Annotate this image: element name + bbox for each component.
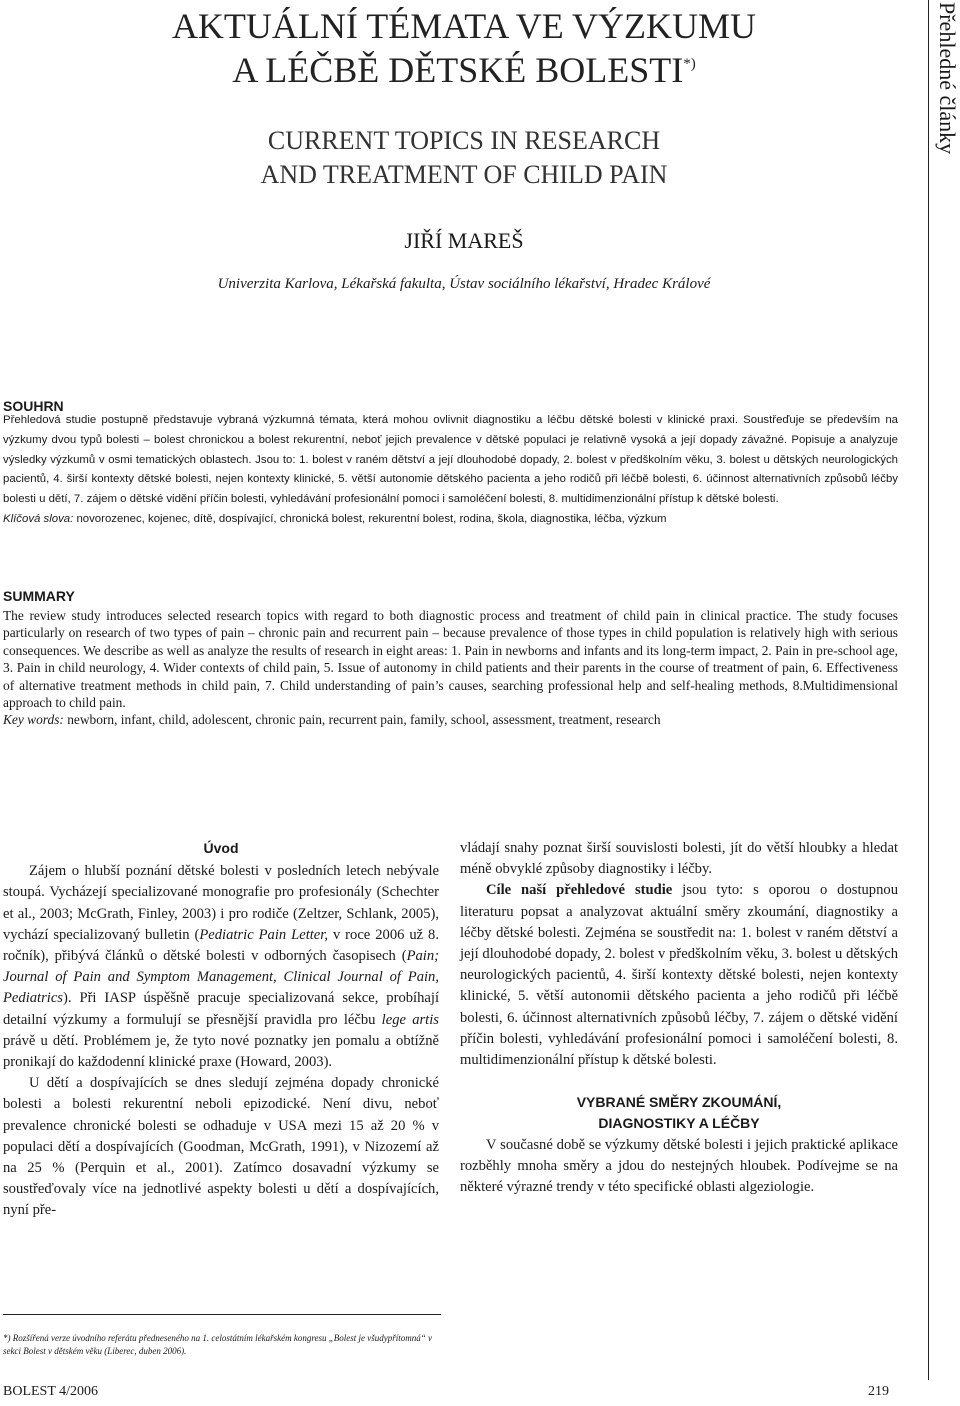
souhrn-text [3, 411, 898, 530]
right-paragraph-1: vládají snahy poznat širší souvislosti bolesti, jít do větší hloubky a hledat méně obvyklé způsoby diagnostiky i léčby. [460, 840, 898, 878]
summary-heading: SUMMARY [3, 588, 75, 604]
footnote: *) Rozšířená verze úvodního referátu předneseného na 1. celostátním lékařském kongresu „Bolest je všudypřítomná“ v sekci Bolest v dětském věku (Liberec, duben 2006). [3, 1333, 433, 1356]
footnote-rule [3, 1314, 441, 1315]
trends-paragraph: V současné době se výzkumy dětské bolesti i jejich praktické aplikace rozběhly mnoha směry a jdou do nestejných hloubek. Podívejme se na některé výrazné trendy v této specifické oblasti algeziologie. [460, 1136, 898, 1196]
summary-text [3, 607, 898, 729]
souhrn-body: Přehledová studie postupně představuje vybraná výzkumná témata, která mohou ovlivnit diagnostiku a léčbu dětské bolesti v klinické praxi. Soustřeďuje se především na výzkumy dvou typů bolesti – bolest chronickou a bolest rekurentní, neboť jejich prevalence v dětské populaci je relativně vysoká a její dopady závažné. Popisuje a analyzuje výsledky výzkumů v osmi tematických oblastech. Jsou to: 1. bolest v raném dětství a její dlouhodobé dopady, 2. bolest v předškolním věku, 3. bolest u dětských neurologických pacientů, 4. širší kontexty dětské bolesti, nejen kontexty klinické, 5. větší autonomie dětského pacienta a jeho rodičů při léčbě bolesti, 6. účinnost alternativních způsobů léčby bolesti u dětí, 7. zájem o dětské vidění příčin bolesti, vyhledávání profesionální pomoci i samoléčení bolesti, 8. multidimenzionální přístup k dětské bolesti. [3, 414, 898, 506]
author: JIŘÍ MAREŠ [404, 228, 524, 253]
intro-paragraph-1: Zájem o hlubší poznání dětské bolesti v posledních letech nebývale stoupá. Vycházejí specializované monografie pro profesionály (Schechter et al., 2003; McGrath, Finley, 2003) i pro rodiče (Zeltzer, Schlank, 2005), vychází specializovaný bulletin (Pediatric Pain Letter, v roce 2006 už 8. ročník), přibývá článků o dětské bolesti v odborných časopisech (Pain; Journal of Pain and Symptom Management, Clinical Journal of Pain, Pediatrics). Při IASP úspěšně pracuje specializovaná sekce, probíhají detailní výzkumy a formulují se přesnější pravidla pro léčbu lege artis právě u dětí. Problémem je, že tyto nové poznatky jen pomalu a obtížně pronikají do každodenní klinické praxe (Howard, 2003). [3, 863, 440, 1071]
intro-heading: Úvod [203, 840, 239, 856]
souhrn-heading: SOUHRN [3, 398, 64, 414]
souhrn-keywords: novorozenec, kojenec, dítě, dospívající, chronická bolest, rekurentní bolest, rodina, škola, diagnostika, léčba, výzkum [73, 512, 667, 525]
title-line-2: A LÉČBĚ DĚTSKÉ BOLESTI*) [232, 50, 696, 90]
side-rule [928, 0, 929, 1380]
aims-lead: Cíle naší přehledové studie [486, 882, 673, 899]
section-heading-line-2: DIAGNOSTIKY A LÉČBY [598, 1115, 760, 1132]
affiliation: Univerzita Karlova, Lékařská fakulta, Ústav sociálního lékařství, Hradec Králové [217, 276, 711, 292]
title-line-1: AKTUÁLNÍ TÉMATA VE VÝZKUMU [171, 6, 757, 46]
section-heading-line-1: VYBRANÉ SMĚRY ZKOUMÁNÍ, [576, 1094, 782, 1111]
section-label: Přehledné články [935, 2, 960, 155]
column-left [3, 838, 439, 1222]
souhrn-keywords-label: Klíčová slova: [3, 512, 74, 525]
summary-body: The review study introduces selected research topics with regard to both diagnostic process and treatment of child pain in clinical practice. The study focuses particularly on research of two types of pain – chronic pain and recurrent pain – because prevalence of those types in child population is relatively high with serious consequences. We describe as well as analyze the results of research in eight areas: 1. Pain in newborns and infants and its long-term impact, 2. Pain in pre-school age, 3. Pain in child neurology, 4. Wider contexts of child pain, 5. Issue of autonomy in child patients and their parents in the course of treatment of pain, 6. Effectiveness of alternative treatment methods in child pain, 7. Child understanding of pain’s causes, searching professional help and self-healing methods, 8.Multidimensional approach to child pain. [3, 608, 898, 711]
intro-paragraph-2: U dětí a dospívajících se dnes sledují zejména dopady chronické bolesti a bolesti rekurentní neboli epizodické. Není divu, neboť prevalence chronické bolesti se odhaduje v USA mezi 15 až 20 % v populaci dětí a dospívajících (Goodman, McGrath, 1991), v Nizozemí až na 25 % (Perquin et al., 2001). Zatímco dosavadní výzkumy se soustřeďovaly více na jednotlivé aspekty bolesti u dětí a dospívajících, nyní pře- [3, 1075, 439, 1219]
english-title-line-1: CURRENT TOPICS IN RESEARCH [267, 126, 661, 155]
title-footnote-marker: *) [683, 56, 696, 72]
column-right [460, 838, 898, 1198]
journal-issue: BOLEST 4/2006 [3, 1384, 99, 1399]
summary-keywords-label: Key words: [3, 712, 64, 728]
aims-paragraph: Cíle naší přehledové studie jsou tyto: s oporou o dostupnou literaturu popsat a analyzovat aktuální směry zkoumání, diagnostiky a léčby dětské bolesti. Zejména se soustředit na: 1. bolest v raném dětství a její dlouhodobé dopady, 2. bolest v předškolním věku, 3. bolest u dětských neurologických pacientů, 4. širší kontexty dětské bolesti, nejen kontexty klinické, 5. větší autonomii dětského pacienta a jeho rodičů při léčbě bolesti, 6. účinnost alternativních způsobů léčby, 7. zájem o dětské vidění příčin bolesti, vyhledávání profesionální pomoci i samoléčení bolesti, 8. multidimenzionální přístup k dětské bolesti. [460, 882, 898, 1069]
summary-keywords: newborn, infant, child, adolescent, chronic pain, recurrent pain, family, school, assessment, treatment, research [63, 712, 661, 728]
page-number: 219 [868, 1384, 889, 1399]
footnote-marker: *) [3, 1333, 11, 1343]
english-title-line-2: AND TREATMENT OF CHILD PAIN [260, 160, 668, 189]
